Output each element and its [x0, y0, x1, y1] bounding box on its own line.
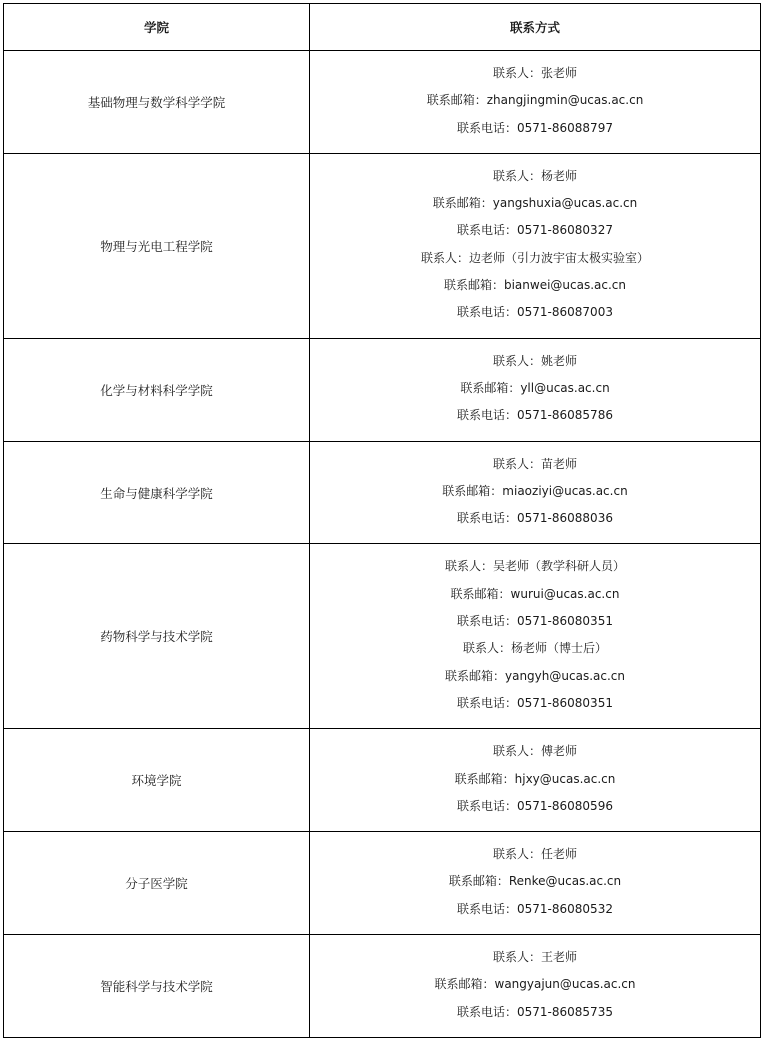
contact-lines	[310, 51, 760, 153]
contact-line: 联系电话：0571-86080351	[457, 614, 613, 629]
college-name: 化学与材料科学学院	[4, 338, 310, 441]
table-row	[4, 935, 761, 1038]
contact-line: 联系电话：0571-86085735	[457, 1004, 613, 1019]
contact-lines	[310, 832, 760, 934]
contact-lines	[310, 935, 760, 1037]
contact-line: 联系电话：0571-86080532	[457, 901, 613, 916]
college-name: 环境学院	[4, 729, 310, 832]
contact-info-cell	[310, 729, 761, 832]
table-row	[4, 338, 761, 441]
table-row	[4, 51, 761, 154]
college-name: 药物科学与技术学院	[4, 544, 310, 729]
contact-line: 联系电话：0571-86088036	[457, 511, 613, 526]
table-row	[4, 729, 761, 832]
contact-line: 联系人：边老师（引力波宇宙太极实验室）	[420, 250, 649, 265]
contact-line: 联系邮箱：wangyajun@ucas.ac.cn	[434, 977, 636, 992]
contact-info-cell	[310, 935, 761, 1038]
header-contact: 联系方式	[310, 4, 761, 51]
contact-lines	[310, 729, 760, 831]
contact-info-cell	[310, 51, 761, 154]
contact-line: 联系邮箱：wurui@ucas.ac.cn	[450, 586, 620, 601]
contact-line: 联系邮箱：bianwei@ucas.ac.cn	[443, 278, 627, 293]
contact-line: 联系邮箱：miaoziyi@ucas.ac.cn	[442, 483, 628, 498]
college-name: 分子医学院	[4, 832, 310, 935]
contact-line: 联系人：张老师	[492, 66, 577, 80]
contact-line: 联系人：傅老师	[492, 744, 577, 759]
table-header-row	[4, 4, 761, 51]
header-college: 学院	[4, 4, 310, 51]
contact-line: 联系邮箱：yll@ucas.ac.cn	[460, 380, 610, 395]
college-name: 物理与光电工程学院	[4, 153, 310, 338]
contact-lines	[310, 339, 760, 441]
contact-line: 联系人：王老师	[492, 950, 577, 965]
college-name: 智能科学与技术学院	[4, 935, 310, 1038]
table-row	[4, 153, 761, 338]
contact-line: 联系邮箱：zhangjingmin@ucas.ac.cn	[426, 93, 644, 108]
contact-line: 联系人：苗老师	[492, 456, 577, 471]
contact-lines	[310, 154, 760, 338]
contact-info-cell	[310, 832, 761, 935]
contact-line: 联系人：杨老师（博士后）	[462, 641, 607, 656]
contact-line: 联系邮箱：Renke@ucas.ac.cn	[448, 874, 622, 889]
contact-line: 联系电话：0571-86080327	[457, 223, 613, 238]
contact-info-cell	[310, 153, 761, 338]
contact-line: 联系电话：0571-86080596	[457, 798, 613, 813]
table-row	[4, 441, 761, 544]
contact-table-container	[3, 3, 761, 1038]
college-contact-table	[3, 3, 761, 1038]
table-body	[4, 51, 761, 1038]
contact-line: 联系电话：0571-86085786	[457, 408, 613, 423]
contact-line: 联系电话：0571-86088797	[457, 120, 613, 135]
contact-info-cell	[310, 544, 761, 729]
contact-lines	[310, 544, 760, 728]
college-name: 基础物理与数学科学学院	[4, 51, 310, 154]
contact-line: 联系人：杨老师	[492, 168, 577, 183]
contact-line: 联系电话：0571-86087003	[457, 305, 613, 320]
college-name: 生命与健康科学学院	[4, 441, 310, 544]
contact-line: 联系邮箱：yangyh@ucas.ac.cn	[445, 668, 625, 683]
contact-line: 联系人：吴老师（教学科研人员）	[444, 559, 625, 574]
contact-info-cell	[310, 338, 761, 441]
contact-line: 联系邮箱：yangshuxia@ucas.ac.cn	[432, 196, 638, 211]
contact-info-cell	[310, 441, 761, 544]
table-row	[4, 832, 761, 935]
contact-line: 联系邮箱：hjxy@ucas.ac.cn	[454, 771, 616, 786]
contact-line: 联系电话：0571-86080351	[457, 695, 613, 710]
contact-line: 联系人：任老师	[492, 847, 577, 862]
contact-lines	[310, 442, 760, 544]
contact-line: 联系人：姚老师	[492, 353, 577, 368]
table-row	[4, 544, 761, 729]
